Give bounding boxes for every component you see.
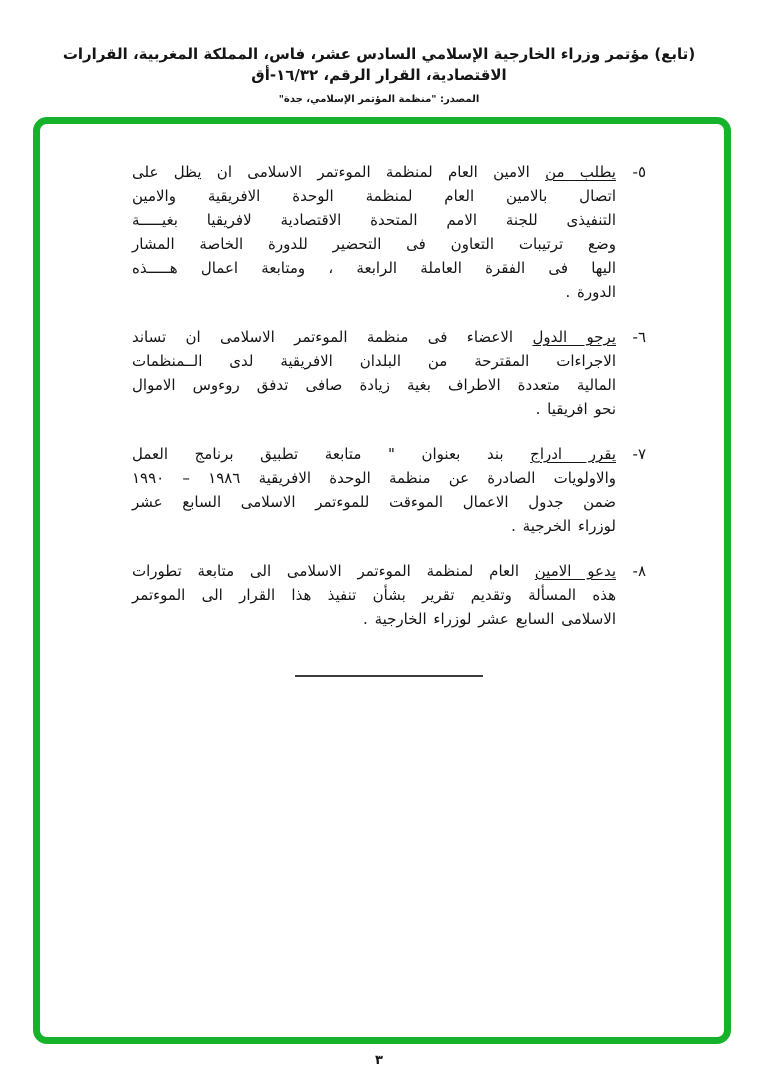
- underlined-lead: يطلب من: [545, 163, 616, 181]
- text-line: نحو افريقيا .: [535, 400, 616, 418]
- underlined-lead: يدعو الامين: [534, 562, 616, 580]
- item-number: ٨-: [632, 562, 646, 580]
- resolution-item-8: [132, 559, 646, 631]
- resolution-body: [40, 124, 724, 677]
- text-line: [132, 559, 616, 583]
- item-number: ٧-: [632, 445, 646, 463]
- separator-rule: [295, 675, 483, 677]
- text-line: الدورة .: [565, 283, 616, 301]
- underlined-lead: يقرر ادراج: [530, 445, 616, 463]
- source-line: المصدر: "منظمة المؤتمر الإسلامي، جدة": [278, 94, 480, 105]
- text-line: [132, 325, 616, 349]
- text-line-rest: الامين العام لمنظمة الموءتمر الاسلامى ان يظل على: [132, 163, 546, 181]
- item-text: [132, 160, 616, 304]
- text-line: اتصال بالامين العام لمنظمة الوحدة الافريقية والامين: [132, 187, 616, 205]
- text-line: الاسلامى السابع عشر لوزراء الخارجية .: [363, 610, 616, 628]
- content-border-frame: [33, 117, 731, 1044]
- resolution-item-5: [132, 160, 646, 304]
- item-text: [132, 559, 616, 631]
- page-number: ٣: [375, 1053, 383, 1068]
- text-line: اليها فى الفقرة العاملة الرابعة ، ومتابعة اعمال هـــــذه: [132, 259, 616, 277]
- header-title: (تابع) مؤتمر وزراء الخارجية الإسلامي السادس عشر، فاس، المملكة المغربية، القرارات الاقتصادية، القرار الرقم، ١٦/٣٢-أق: [62, 45, 696, 84]
- text-line: [132, 442, 616, 466]
- text-line: هذه المسألة وتقديم تقرير بشأن تنفيذ هذا القرار الى الموءتمر: [132, 586, 616, 604]
- underlined-lead: يرجو الدول: [532, 328, 617, 346]
- page-header: [0, 0, 758, 105]
- text-line: وضع ترتيبات التعاون فى التحضير للدورة الخاصة المشار: [132, 235, 616, 253]
- text-line: التنفيذى للجنة الامم المتحدة الاقتصادية لافريقيا بغيـــــة: [132, 211, 616, 229]
- item-number: ٦-: [632, 328, 646, 346]
- text-line: ضمن جدول الاعمال الموءقت للموءتمر الاسلامى السابع عشر: [132, 493, 616, 511]
- resolution-item-7: [132, 442, 646, 538]
- text-line: [132, 160, 616, 184]
- text-line: الاجراءات المقترحة من البلدان الافريقية لدى الــمنظمات: [132, 352, 616, 370]
- item-text: [132, 442, 616, 538]
- text-line: المالية متعددة الاطراف بغية زيادة صافى تدفق روءوس الاموال: [132, 376, 616, 394]
- text-line: والاولويات الصادرة عن منظمة الوحدة الافريقية ١٩٨٦ – ١٩٩٠: [132, 469, 616, 487]
- text-line-rest: بند بعنوان " متابعة تطبيق برنامج العمل: [132, 445, 531, 463]
- text-line: لوزراء الخرجية .: [511, 517, 616, 535]
- text-line-rest: العام لمنظمة الموءتمر الاسلامى الى متابعة تطورات: [132, 562, 535, 580]
- item-number: ٥-: [632, 163, 646, 181]
- resolution-item-6: [132, 325, 646, 421]
- text-line-rest: الاعضاء فى منظمة الموءتمر الاسلامى ان تساند: [132, 328, 533, 346]
- item-text: [132, 325, 616, 421]
